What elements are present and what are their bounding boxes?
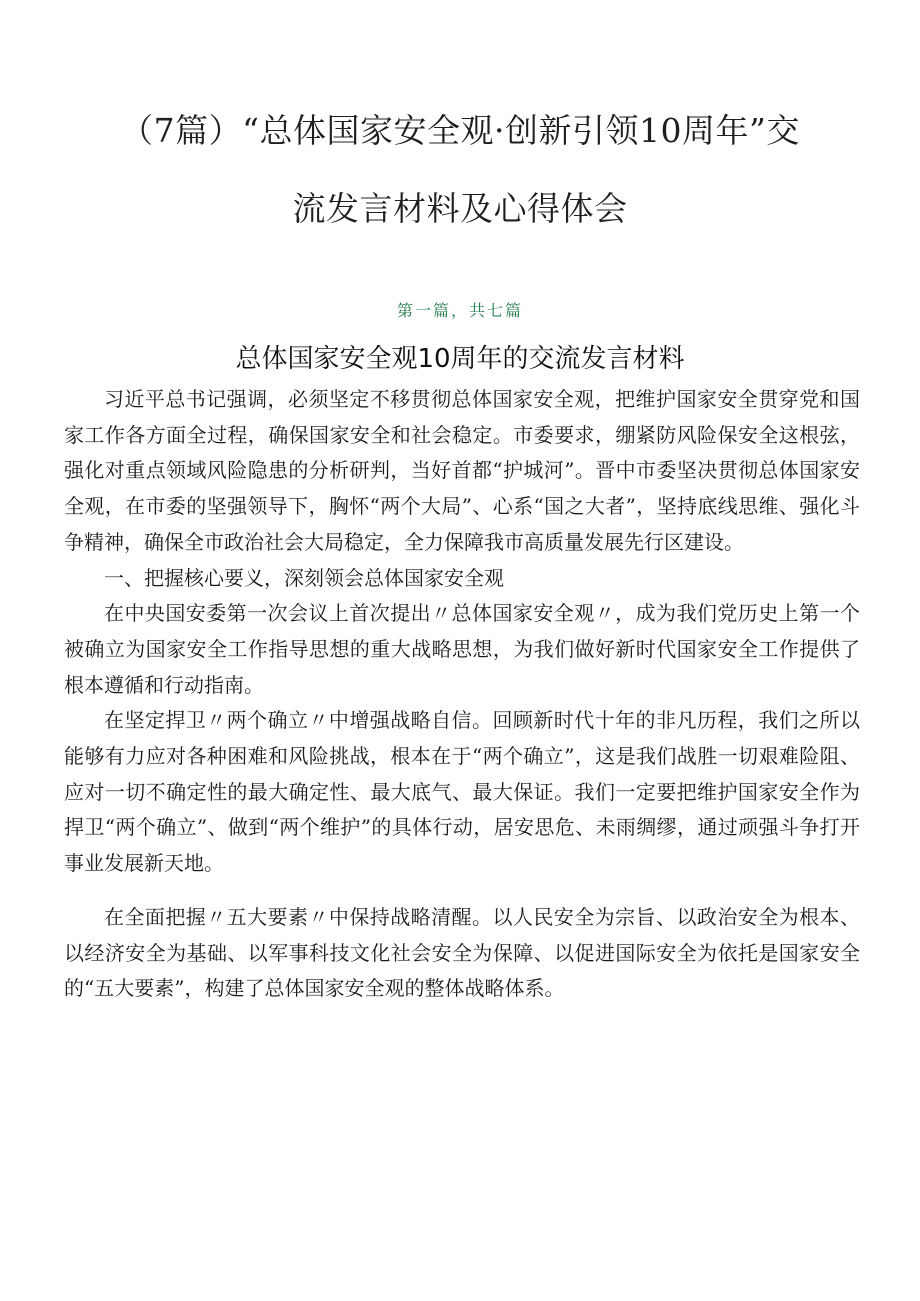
document-title-line-1: （7篇）“总体国家安全观·创新引领10周年”交 xyxy=(120,111,800,150)
paragraph: 习近平总书记强调，必须坚定不移贯彻总体国家安全观，把维护国家安全贯穿党和国家工作各方面全过程，确保国家安全和社会稳定。市委要求，绷紧防风险保安全这根弦，强化对重点领域风险隐患的分析研判，当好首都“护城河”。晋中市委坚决贯彻总体国家安全观，在市委的坚强领导下，胸怀“两个大局”、心系“国之大者”，坚持底线思维、强化斗争精神，确保全市政治社会大局稳定，全力保障我市高质量发展先行区建设。 xyxy=(64,387,860,554)
document-title xyxy=(60,92,860,248)
paragraph: 在坚定捍卫〃两个确立〃中增强战略自信。回顾新时代十年的非凡历程，我们之所以能够有力应对各种困难和风险挑战，根本在于“两个确立”，这是我们战胜一切艰难险阻、应对一切不确定性的最大确定性、最大底气、最大保证。我们一定要把维护国家安全作为捍卫“两个确立”、做到“两个维护”的具体行动，居安思危、未雨绸缪，通过顽强斗争打开事业发展新天地。 xyxy=(64,708,860,876)
part-label: 第一篇，共七篇 xyxy=(396,301,523,320)
paragraph: 在中央国安委第一次会议上首次提出〃总体国家安全观〃，成为我们党历史上第一个被确立为国家安全工作指导思想的重大战略思想，为我们做好新时代国家安全工作提供了根本遵循和行动指南。 xyxy=(64,601,860,697)
section-title: 总体国家安全观10周年的交流发言材料 xyxy=(235,344,685,374)
paragraph-heading: 一、把握核心要义，深刻领会总体国家安全观 xyxy=(104,565,504,590)
body-text xyxy=(64,382,860,1007)
paragraph: 在全面把握〃五大要素〃中保持战略清醒。以人民安全为宗旨、以政治安全为根本、以经济安全为基础、以军事科技文化社会安全为保障、以促进国际安全为依托是国家安全的“五大要素”，构建了总体国家安全观的整体战略体系。 xyxy=(64,904,860,1001)
document-title-line-2: 流发言材料及心得体会 xyxy=(292,189,628,228)
